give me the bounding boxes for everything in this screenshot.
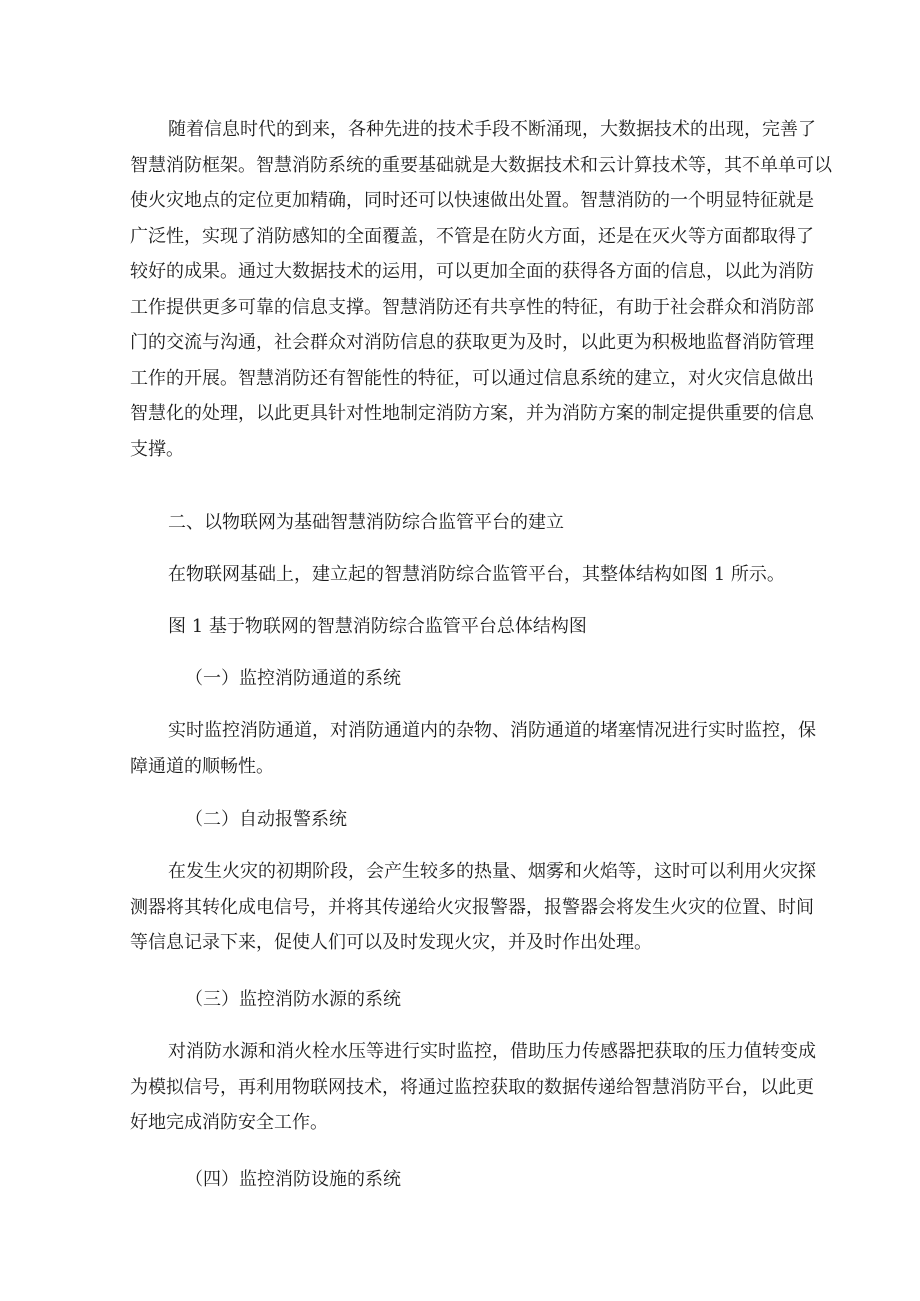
subsection-heading-3: （三）监控消防水源的系统 bbox=[185, 989, 401, 1010]
intro-line: 广泛性，实现了消防感知的全面覆盖，不管是在防火方面，还是在灭火等方面都取得了 bbox=[130, 225, 814, 247]
intro-line: 智慧化的处理，以此更具针对性地制定消防方案，并为消防方案的制定提供重要的信息 bbox=[130, 403, 814, 424]
figure-caption: 图 1 基于物联网的智慧消防综合监管平台总体结构图 bbox=[168, 616, 587, 637]
body-line: 等信息记录下来，促使人们可以及时发现火灾，并及时作出处理。 bbox=[130, 932, 652, 953]
subsection-body-3 bbox=[130, 1034, 816, 1141]
body-line: 对消防水源和消火栓水压等进行实时监控，借助压力传感器把获取的压力值转变成 bbox=[168, 1041, 816, 1062]
subsection-body-1 bbox=[130, 713, 816, 784]
intro-line: 较好的成果。通过大数据技术的运用，可以更加全面的获得各方面的信息，以此为消防 bbox=[130, 261, 814, 282]
intro-line: 门的交流与沟通，社会群众对消防信息的获取更为及时，以此更为积极地监督消防管理 bbox=[130, 332, 814, 353]
intro-line: 使火灾地点的定位更加精确，同时还可以快速做出处置。智慧消防的一个明显特征就是 bbox=[130, 190, 814, 211]
subsection-heading-1: （一）监控消防通道的系统 bbox=[185, 668, 401, 689]
intro-line: 随着信息时代的到来，各种先进的技术手段不断涌现，大数据技术的出现，完善了 bbox=[168, 119, 816, 140]
body-line: 好地完成消防安全工作。 bbox=[130, 1112, 328, 1133]
intro-line: 工作提供更多可靠的信息支撑。智慧消防还有共享性的特征，有助于社会群众和消防部 bbox=[130, 296, 814, 318]
body-line: 障通道的顺畅性。 bbox=[130, 755, 274, 777]
body-line: 实时监控消防通道，对消防通道内的杂物、消防通道的堵塞情况进行实时监控，保 bbox=[168, 720, 816, 741]
section-intro: 在物联网基础上，建立起的智慧消防综合监管平台，其整体结构如图 1 所示。 bbox=[168, 564, 785, 585]
intro-paragraph bbox=[130, 112, 832, 467]
intro-line: 支撑。 bbox=[130, 438, 184, 460]
body-line: 为模拟信号，再利用物联网技术，将通过监控获取的数据传递给智慧消防平台，以此更 bbox=[130, 1076, 814, 1098]
subsection-heading-2: （二）自动报警系统 bbox=[185, 809, 347, 830]
body-line: 测器将其转化成电信号，并将其传递给火灾报警器，报警器会将发生火灾的位置、时间 bbox=[130, 896, 814, 918]
body-line: 在发生火灾的初期阶段，会产生较多的热量、烟雾和火焰等，这时可以利用火灾探 bbox=[168, 861, 816, 882]
subsection-body-2 bbox=[130, 854, 816, 961]
intro-line: 智慧消防框架。智慧消防系统的重要基础就是大数据技术和云计算技术等，其不单单可以 bbox=[130, 154, 832, 176]
section-heading: 二、以物联网为基础智慧消防综合监管平台的建立 bbox=[168, 512, 564, 533]
intro-line: 工作的开展。智慧消防还有智能性的特征，可以通过信息系统的建立，对火灾信息做出 bbox=[130, 367, 814, 389]
subsection-heading-4: （四）监控消防设施的系统 bbox=[185, 1169, 401, 1190]
